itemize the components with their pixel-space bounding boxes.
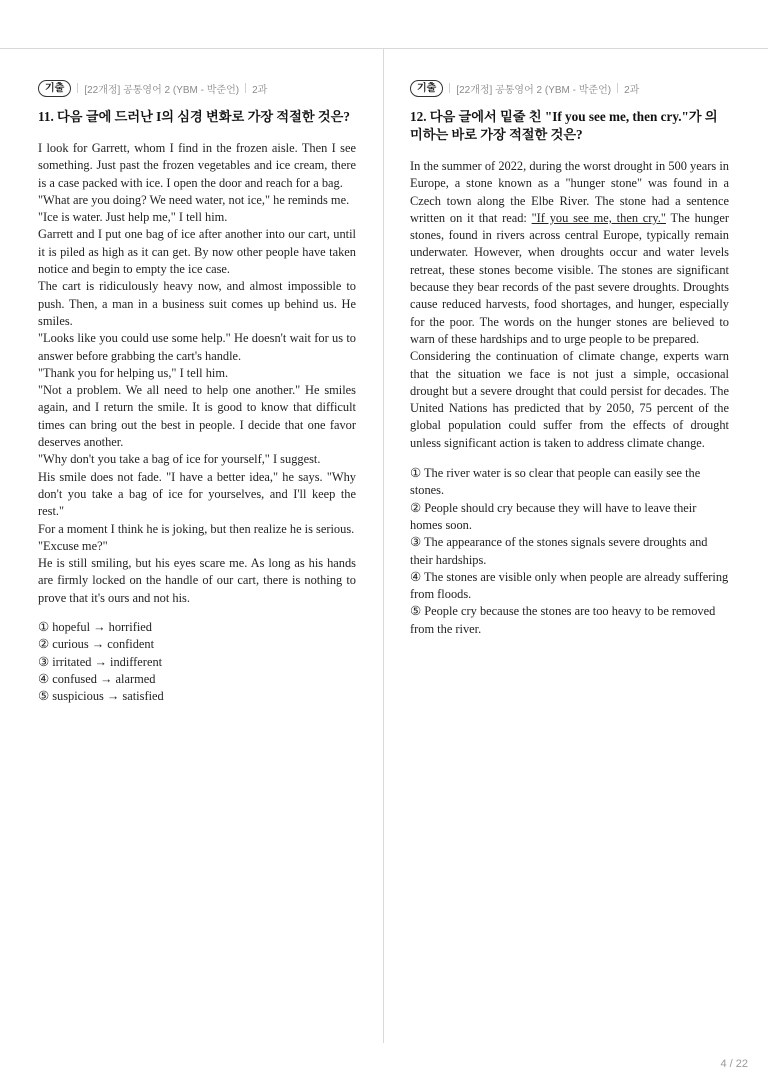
- question-title: 11. 다음 글에 드러난 I의 심경 변화로 가장 적절한 것은?: [38, 109, 350, 124]
- passage-paragraph: His smile does not fade. "I have a better idea," he says. "Why don't you take a bag of ice for yourselves, and I'll keep the rest.": [38, 469, 356, 519]
- lesson-label: 2과: [252, 84, 268, 96]
- meta-separator: [449, 83, 450, 93]
- answer-options: [38, 619, 356, 705]
- lesson-label: 2과: [624, 84, 640, 96]
- header-divider: [0, 48, 768, 49]
- answer-option-2[interactable]: ② curious → confident: [38, 637, 155, 652]
- passage-paragraph: He is still smiling, but his eyes scare me. As long as his hands are firmly locked on the handle of our cart, there is nothing to prove that it's ours and not his.: [38, 556, 356, 605]
- question-title: 12. 다음 글에서 밑줄 친 "If you see me, then cry."가 의미하는 바로 가장 적절한 것은?: [410, 109, 718, 142]
- meta-separator: [617, 83, 618, 93]
- passage-paragraph: "Not a problem. We all need to help one another." He smiles again, and I return the smile. It is good to know that difficult times can bring out the best in people. I decide that one favor deserves another.: [38, 383, 356, 450]
- question-11: [38, 78, 356, 706]
- answer-option-5[interactable]: ⑤ People cry because the stones are too heavy to be removed from the river.: [410, 604, 716, 636]
- column-divider: [383, 49, 384, 1043]
- passage-text: In the summer of 2022, during the worst drought in 500 years in Europe, a stone known as a "hunger stone" was found in a Czech town along the Elbe River. The stone had a sentence written on it that read:: [410, 159, 729, 225]
- meta-separator: [245, 83, 246, 93]
- underlined-phrase: "If you see me, then cry.": [531, 210, 666, 225]
- source-label: [22개정] 공통영어 2 (YBM - 박준언): [84, 84, 240, 96]
- passage-paragraph: I look for Garrett, whom I find in the frozen aisle. Then I see something. Just past the frozen vegetables and ice cream, there is a case packed with ice. I open the door and reach for a bag.: [38, 141, 356, 190]
- page-number: 4 / 22: [720, 1058, 748, 1070]
- exam-badge: 기출: [410, 80, 443, 97]
- passage: [38, 140, 356, 607]
- passage-paragraph: "Ice is water. Just help me," I tell him.: [38, 210, 228, 225]
- exam-badge: 기출: [38, 80, 71, 97]
- answer-option-3[interactable]: ③ The appearance of the stones signals severe droughts and their hardships.: [410, 535, 708, 567]
- passage-text: The hunger stones, found in rivers across central Europe, typically remain underwater. However, when droughts occur and water levels retreat, these stones become visible. The stones are significant because they bear records of the past severe droughts. Droughts cause reduced harvests, food shortages, and hunger, especially for the poor. The words on the hunger stones are believed to warn of these hardships and to urge people to be prepared.: [410, 210, 729, 346]
- passage-paragraph: The cart is ridiculously heavy now, and almost impossible to push. Then, a man in a business suit comes up behind us. He smiles.: [38, 279, 356, 328]
- question-meta: [38, 78, 356, 98]
- passage-paragraph: For a moment I think he is joking, but then realize he is serious.: [38, 521, 355, 536]
- passage-paragraph: "Excuse me?": [38, 538, 108, 553]
- source-label: [22개정] 공통영어 2 (YBM - 박준언): [456, 84, 612, 96]
- passage-paragraph: "What are you doing? We need water, not ice," he reminds me.: [38, 192, 350, 207]
- passage: [410, 158, 729, 452]
- passage-paragraph: "Looks like you could use some help." He doesn't wait for us to answer before grabbing the cart's handle.: [38, 331, 356, 363]
- answer-option-1[interactable]: ① The river water is so clear that people can easily see the stones.: [410, 466, 701, 498]
- question-12: [410, 78, 729, 638]
- passage-paragraph: "Why don't you take a bag of ice for yourself," I suggest.: [38, 452, 321, 467]
- answer-option-4[interactable]: ④ confused → alarmed: [38, 671, 156, 686]
- answer-option-1[interactable]: ① hopeful → horrified: [38, 620, 152, 635]
- passage-paragraph: Garrett and I put one bag of ice after another into our cart, until it is piled as high as it can get. By now other people have taken notice and begin to empty the ice case.: [38, 227, 356, 277]
- answer-option-5[interactable]: ⑤ suspicious → satisfied: [38, 689, 164, 704]
- passage-paragraph: "Thank you for helping us," I tell him.: [38, 365, 229, 380]
- passage-paragraph: [410, 158, 729, 348]
- question-meta: [410, 78, 729, 98]
- answer-option-4[interactable]: ④ The stones are visible only when people are already suffering from floods.: [410, 569, 729, 602]
- answer-option-2[interactable]: ② People should cry because they will have to leave their homes soon.: [410, 500, 697, 532]
- answer-options: [410, 465, 729, 638]
- passage-paragraph: Considering the continuation of climate change, experts warn that the situation we face is not just a simple, occasional drought but a severe drought that could persist for decades. The United Nations has predicted that by 2050, 75 percent of the global population could suffer from the effects of drought unless significant action is taken to address climate change.: [410, 349, 729, 450]
- meta-separator: [77, 83, 78, 93]
- answer-option-3[interactable]: ③ irritated → indifferent: [38, 654, 163, 669]
